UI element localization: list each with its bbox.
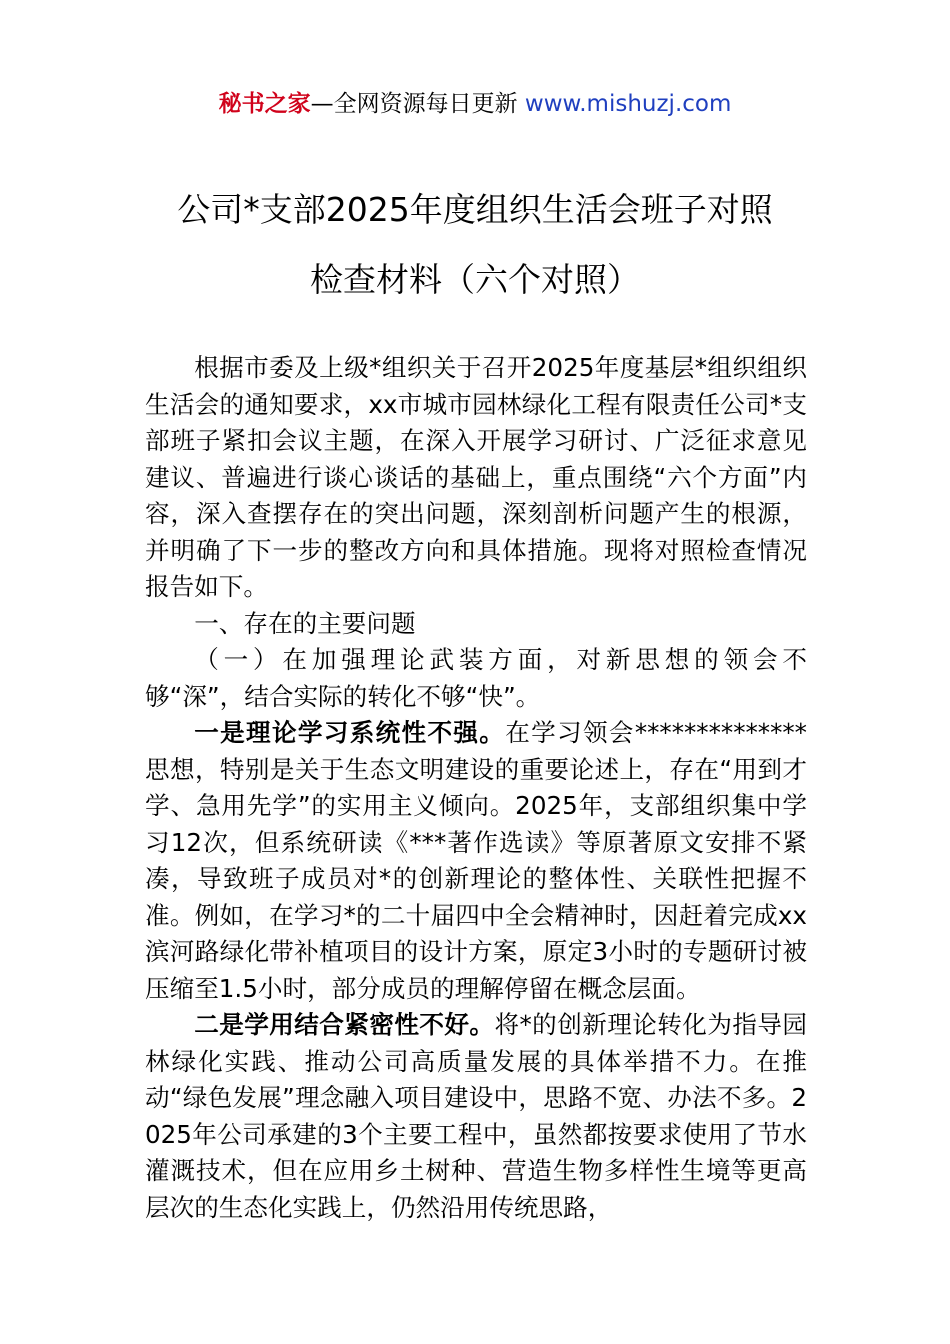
- site-url-link[interactable]: www.mishuzj.com: [524, 91, 732, 117]
- site-brand: 秘书之家: [218, 91, 311, 117]
- section-heading-1: 一、存在的主要问题: [194, 608, 416, 638]
- point-1-heading: 一是理论学习系统性不强。: [194, 718, 506, 747]
- subsection-heading-1: （一）在加强理论武装方面，对新思想的领会不够“深”，结合实际的转化不够“快”。: [145, 645, 807, 711]
- document-title-line-1: 公司*支部2025年度组织生活会班子对照: [177, 190, 773, 229]
- point-paragraph-2: [145, 1007, 807, 1226]
- document-body: [145, 350, 807, 1226]
- site-header: [0, 88, 950, 120]
- intro-paragraph: 根据市委及上级*组织关于召开2025年度基层*组织组织生活会的通知要求，xx市城市园林绿化工程有限责任公司*支部班子紧扣会议主题，在深入开展学习研讨、广泛征求意见建议、普遍进行谈心谈话的基础上，重点围绕“六个方面”内容，深入查摆存在的突出问题，深刻剖析问题产生的根源，并明确了下一步的整改方向和具体措施。现将对照检查情况报告如下。: [145, 353, 807, 601]
- site-tagline: —全网资源每日更新: [310, 91, 525, 117]
- document-title-line-2: 检查材料（六个对照）: [310, 260, 640, 299]
- point-1-text: 在学习领会**************思想，特别是关于生态文明建设的重要论述上，存在“用到才学、急用先学”的实用主义倾向。2025年，支部组织集中学习12次，但系统研读《***著作选读》等原著原文安排不紧凑，导致班子成员对*的创新理论的整体性、关联性把握不准。例如，在学习*的二十届四中全会精神时，因赶着完成xx滨河路绿化带补植项目的设计方案，原定3小时的专题研讨被压缩至1.5小时，部分成员的理解停留在概念层面。: [145, 718, 807, 1003]
- point-paragraph-1: [145, 715, 807, 1007]
- point-2-text: 将*的创新理论转化为指导园林绿化实践、推动公司高质量发展的具体举措不力。在推动“绿色发展”理念融入项目建设中，思路不宽、办法不多。2025年公司承建的3个主要工程中，虽然都按要求使用了节水灌溉技术，但在应用乡土树种、营造生物多样性生境等更高层次的生态化实践上，仍然沿用传统思路，: [145, 1010, 807, 1222]
- point-2-heading: 二是学用结合紧密性不好。: [194, 1010, 495, 1039]
